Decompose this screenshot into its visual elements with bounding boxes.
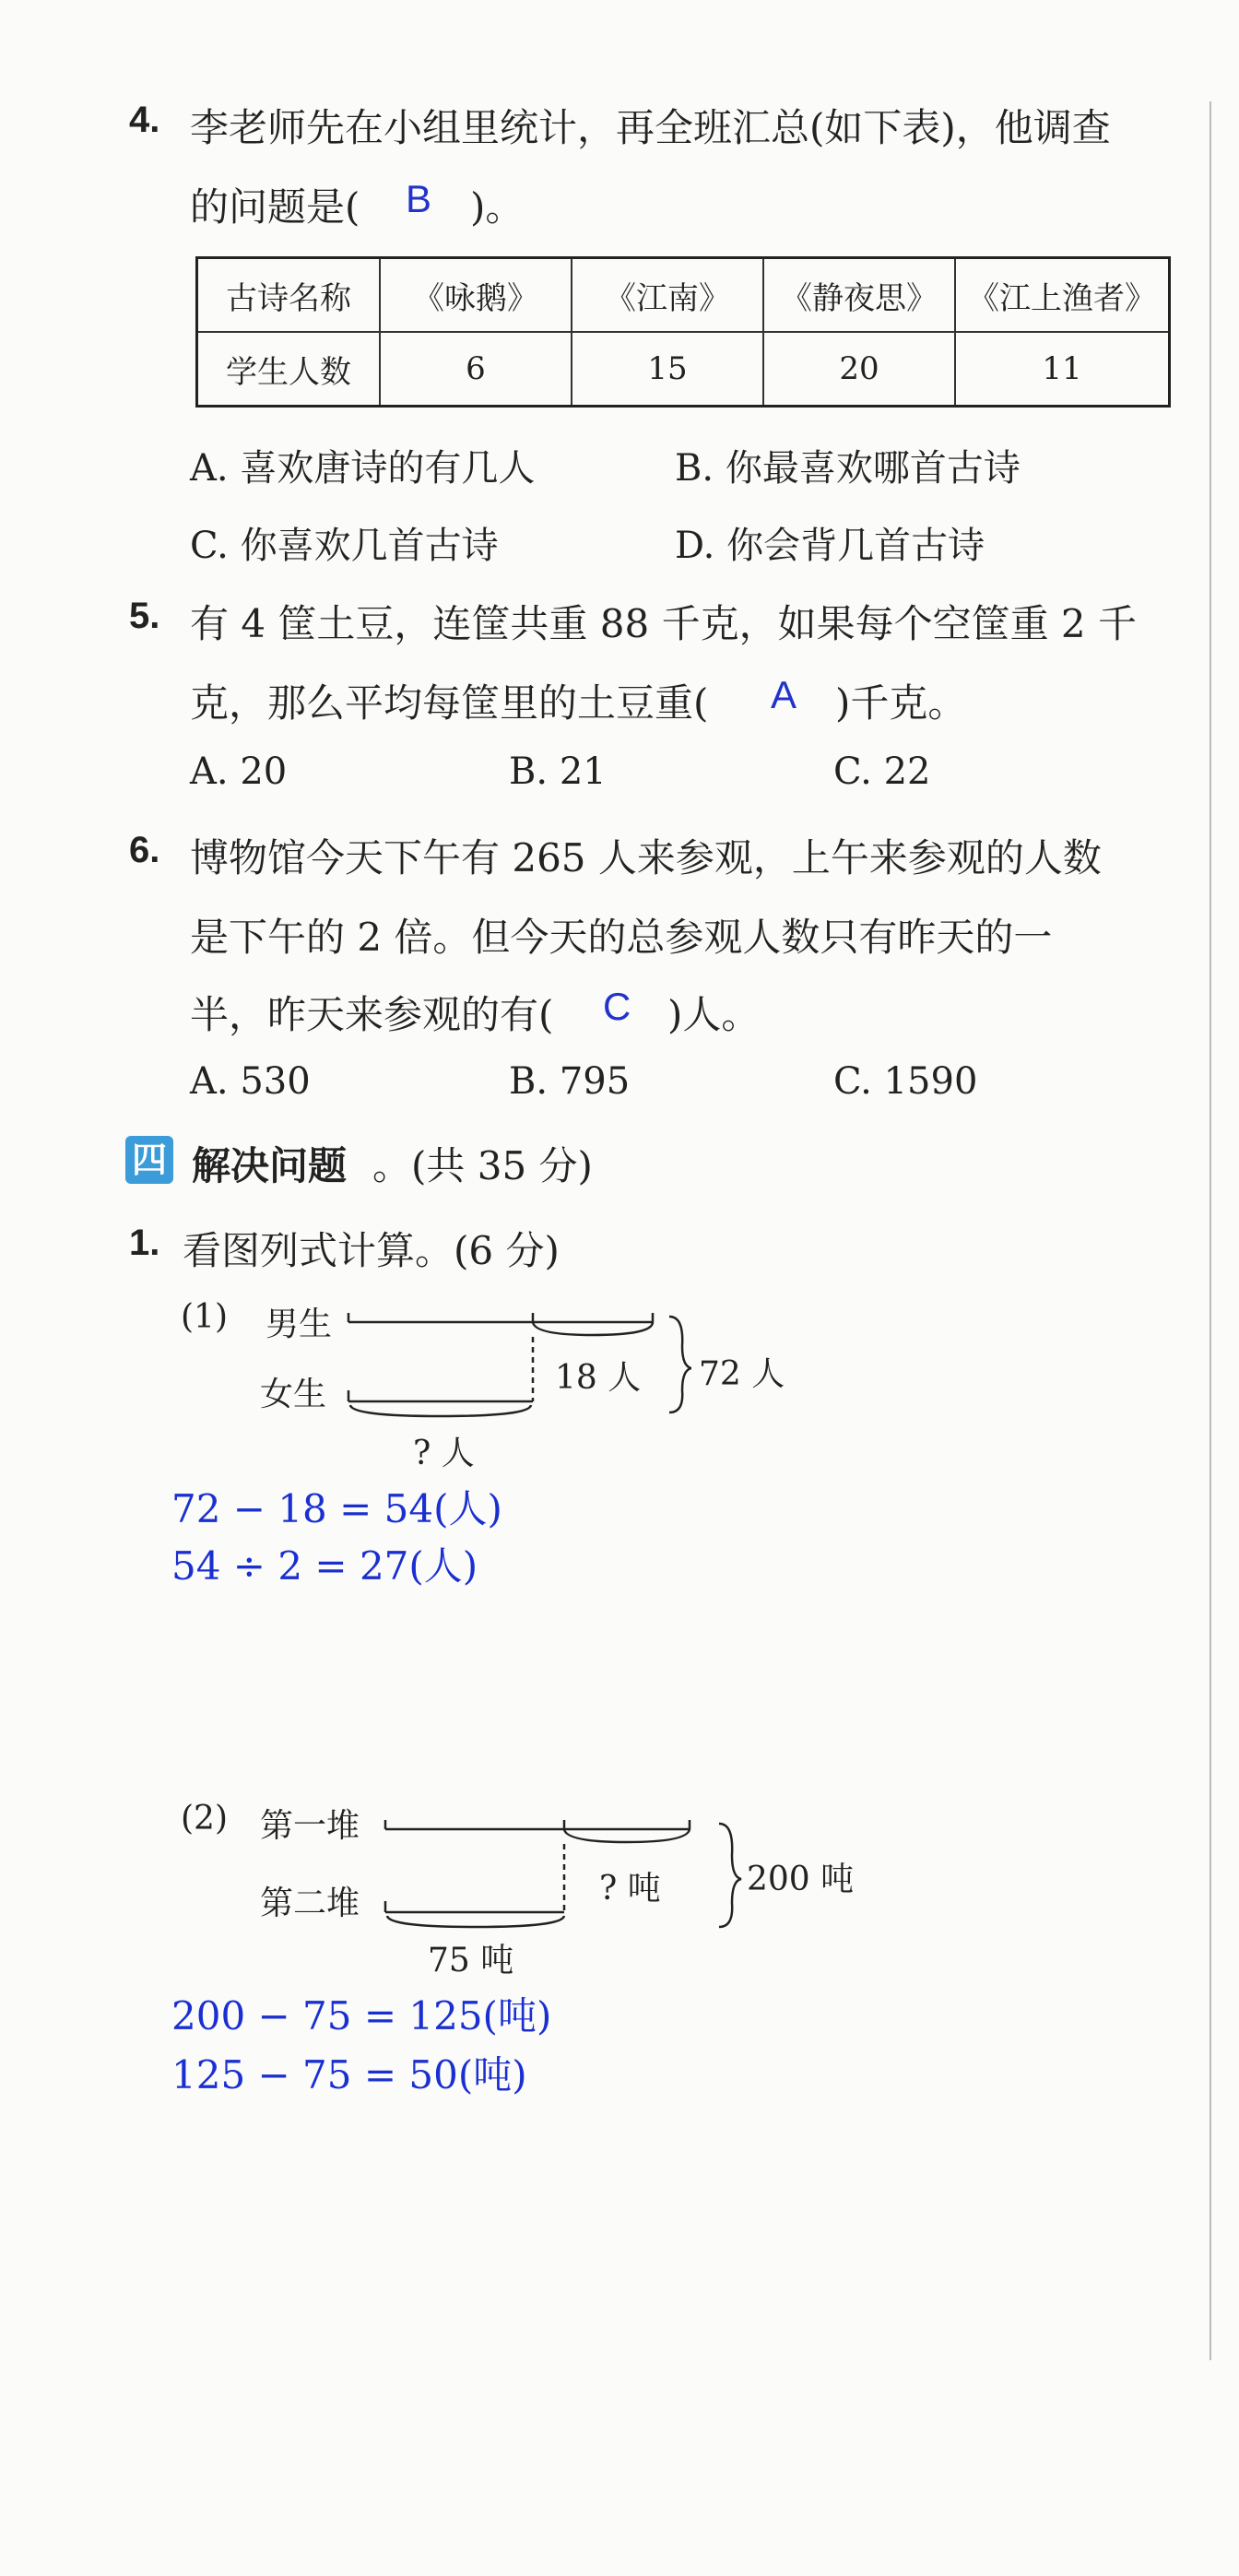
- question-text-line2: 克，那么平均每筐里的土豆重(: [190, 680, 709, 726]
- option-a: A. 530: [190, 1060, 311, 1103]
- problem-number: 1.: [129, 1223, 160, 1263]
- question-text-line3-end: )人。: [667, 992, 761, 1037]
- section-points: 。(共 35 分): [372, 1143, 593, 1188]
- option-d: D. 你会背几首古诗: [675, 525, 985, 567]
- option-a: A. 20: [190, 750, 288, 793]
- option-c: C. 22: [833, 750, 931, 793]
- diagram-1-label: (1): [181, 1298, 228, 1336]
- total-label: 72 人: [699, 1355, 785, 1393]
- option-b: B. 795: [509, 1060, 631, 1103]
- option-b: B. 21: [509, 750, 607, 793]
- page-edge-line: [1210, 101, 1211, 2360]
- pile1-label: 第一堆: [260, 1807, 360, 1845]
- table-cell: 《江南》: [572, 258, 763, 333]
- table-cell: 11: [955, 332, 1170, 407]
- answer-fill: B: [406, 177, 432, 220]
- table-row: [197, 258, 1170, 333]
- question-text-line2-end: )千克。: [835, 680, 967, 726]
- table-cell: 20: [763, 332, 955, 407]
- table-cell: 15: [572, 332, 763, 407]
- work-line: 125 − 75 = 50(吨): [171, 2052, 527, 2097]
- table-cell: 古诗名称: [197, 258, 381, 333]
- diagram-2-label: (2): [181, 1800, 228, 1837]
- question-number: 6.: [129, 830, 160, 870]
- work-line: 72 − 18 = 54(人): [171, 1486, 502, 1531]
- question-number: 4.: [129, 100, 160, 140]
- table-cell: 《咏鹅》: [380, 258, 572, 333]
- pile2-label: 第二堆: [260, 1885, 360, 1922]
- table-cell: 《静夜思》: [763, 258, 955, 333]
- answer-fill: C: [603, 985, 631, 1028]
- boys-label: 男生: [266, 1306, 333, 1343]
- option-a: A. 喜欢唐诗的有几人: [190, 447, 536, 490]
- section-title: 解决问题: [192, 1143, 348, 1188]
- question-text-line3: 半，昨天来参观的有(: [190, 992, 554, 1037]
- question-text-line2-end: )。: [470, 184, 525, 230]
- question-text-line2: 的问题是(: [190, 184, 360, 230]
- table-cell: 6: [380, 332, 572, 407]
- answer-fill: A: [771, 673, 797, 716]
- question-number: 5.: [129, 596, 160, 636]
- girls-label: 女生: [260, 1376, 327, 1413]
- table-row: [197, 332, 1170, 407]
- section-badge: 四: [125, 1136, 173, 1184]
- option-c: C. 你喜欢几首古诗: [190, 525, 499, 567]
- total-label: 200 吨: [747, 1861, 855, 1898]
- work-line: 54 ÷ 2 = 27(人): [171, 1543, 478, 1589]
- difference-label: 18 人: [555, 1359, 642, 1397]
- question-text-line2: 是下午的 2 倍。但今天的总参观人数只有昨天的一: [190, 915, 1053, 960]
- question-text-line1: 李老师先在小组里统计，再全班汇总(如下表)，他调查: [190, 105, 1111, 150]
- unknown-label: ? 人: [413, 1435, 475, 1472]
- poem-survey-table: [195, 256, 1171, 408]
- option-c: C. 1590: [833, 1060, 978, 1103]
- work-line: 200 − 75 = 125(吨): [171, 1993, 552, 2038]
- difference-label: ? 吨: [599, 1870, 661, 1908]
- table-cell: 《江上渔者》: [955, 258, 1170, 333]
- segment-diagram-2: [378, 1816, 747, 1936]
- question-text-line1: 博物馆今天下午有 265 人来参观，上午来参观的人数: [190, 835, 1102, 880]
- question-text-line1: 有 4 筐土豆，连筐共重 88 千克，如果每个空筐重 2 千: [190, 601, 1137, 646]
- known-label: 75 吨: [428, 1942, 514, 1979]
- problem-title: 看图列式计算。(6 分): [183, 1228, 560, 1273]
- table-cell: 学生人数: [197, 332, 381, 407]
- option-b: B. 你最喜欢哪首古诗: [675, 447, 1021, 490]
